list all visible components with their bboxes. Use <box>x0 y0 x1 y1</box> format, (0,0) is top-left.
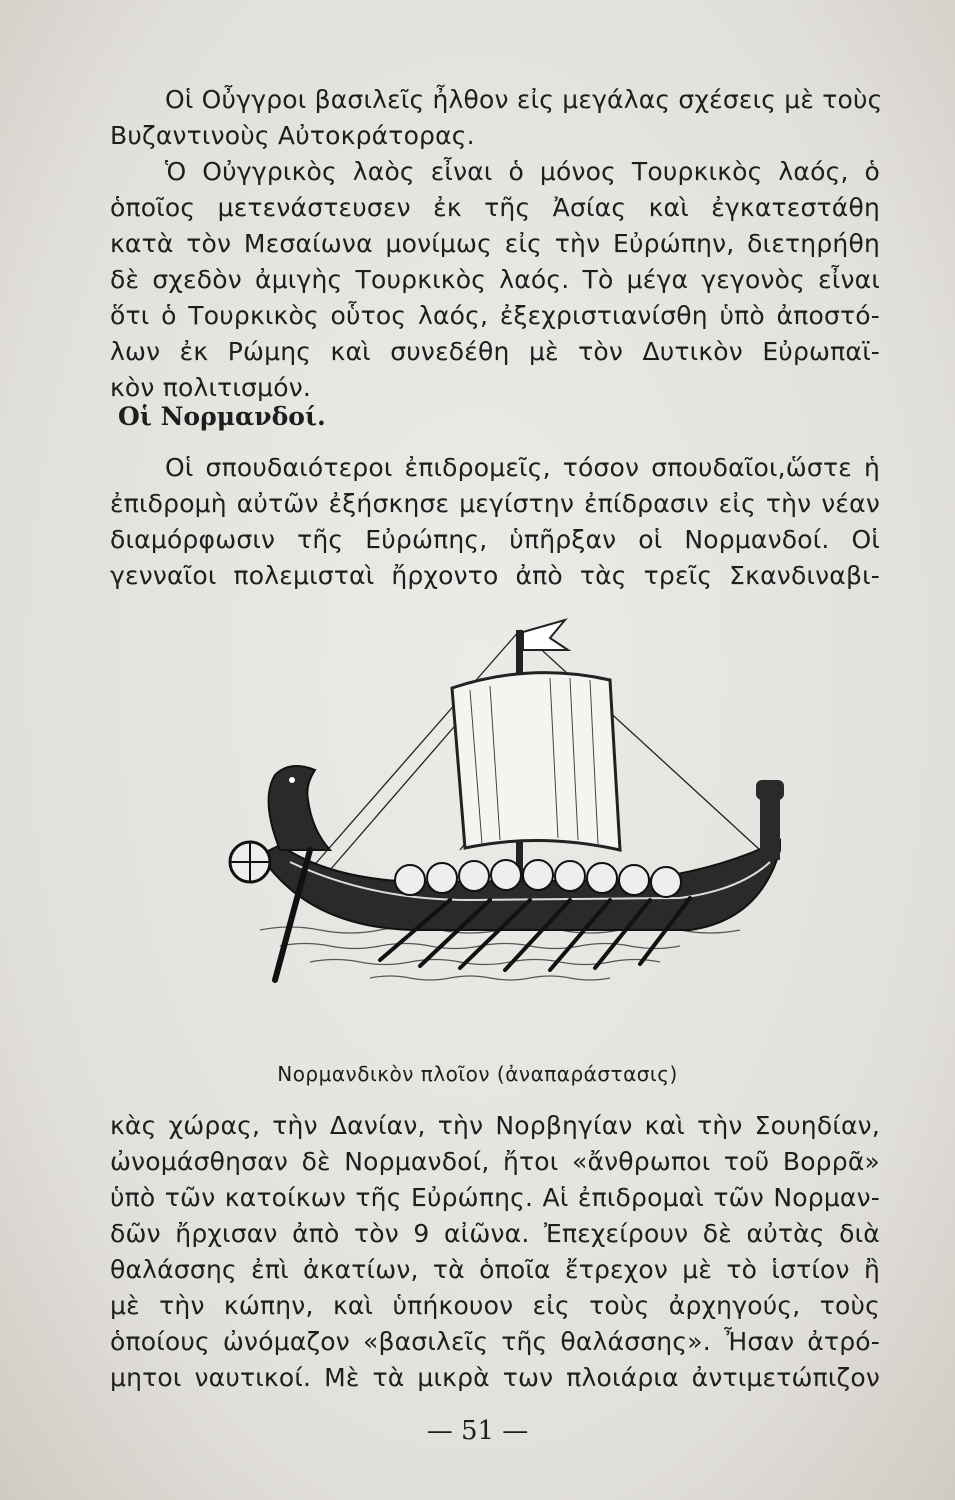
text-line: δῶν ἤρχισαν ἀπὸ τὸν 9 αἰῶνα. Ἐπεχείρουν δὲ αὐτὰς διὰ <box>110 1219 880 1248</box>
paragraph-norman-raiders <box>110 450 880 594</box>
paragraph-hungarian-kings <box>110 82 883 154</box>
text-line: Οἱ σπουδαιότεροι ἐπιδρομεῖς, τόσον σπουδαῖοι,ὥστε ἡ <box>165 453 880 482</box>
page-number: — 51 — <box>426 1416 529 1446</box>
text-line: δὲ σχεδὸν ἀμιγὴς Τουρκικὸς λαός. Τὸ μέγα γεγονὸς εἶναι <box>110 265 880 294</box>
text-line: διαμόρφωσιν τῆς Εὐρώπης, ὑπῆρξαν οἱ Νορμανδοί. Οἱ <box>110 525 880 554</box>
water-lines <box>260 927 740 980</box>
text-line: ἐπιδρομὴ αὐτῶν ἐξήσκησε μεγίστην ἐπίδρασιν εἰς τὴν νέαν <box>110 489 880 518</box>
text-line: λων ἐκ Ρώμης καὶ συνεδέθη μὲ τὸν Δυτικὸν Εὐρωπαϊ- <box>110 337 880 366</box>
text-line: ὁποῖος μετενάστευσεν ἐκ τῆς Ἀσίας καὶ ἐγκατεστάθη <box>110 193 880 222</box>
text-line: ὅτι ὁ Τουρκικὸς οὗτος λαός, ἐξεχριστιανίσθη ὑπὸ ἀποστό- <box>110 301 880 330</box>
shield <box>459 861 489 891</box>
shield <box>619 865 649 895</box>
text-line: κὰς χώρας, τὴν Δανίαν, τὴν Νορβηγίαν καὶ τὴν Σουηδίαν, <box>110 1111 880 1140</box>
shield <box>555 861 585 891</box>
dragon-prow <box>269 766 330 850</box>
text-line: μὲ τὴν κώπην, καὶ ὑπήκουον εἰς τοὺς ἀρχηγούς, τοὺς <box>110 1291 880 1320</box>
text-line: Ὁ Οὐγγρικὸς λαὸς εἶναι ὁ μόνος Τουρκικὸς λαός, ὁ <box>165 157 880 186</box>
flag <box>523 620 568 650</box>
paragraph-hungarian-people <box>110 154 880 406</box>
figure-caption: Νορμανδικὸν πλοῖον (ἀναπαράστασις) <box>277 1062 678 1086</box>
norman-ship-illustration <box>220 600 800 1020</box>
text-line: κὸν πολιτισμόν. <box>110 373 312 402</box>
shield <box>395 865 425 895</box>
shield <box>427 863 457 893</box>
text-line: μητοι ναυτικοί. Μὲ τὰ μικρὰ των πλοιάρια ἀντιμετώπιζον <box>110 1363 880 1392</box>
text-line: ὠνομάσθησαν δὲ Νορμανδοί, ἤτοι «ἄνθρωποι τοῦ Βορρᾶ» <box>110 1147 880 1176</box>
text-line: ὁποίους ὠνόμαζον «βασιλεῖς τῆς θαλάσσης». Ἦσαν ἀτρό- <box>110 1327 880 1356</box>
text-line: θαλάσσης ἐπὶ ἀκατίων, τὰ ὁποῖα ἔτρεχον μὲ τὸ ἱστίον ἢ <box>110 1255 880 1284</box>
text-line: κατὰ τὸν Μεσαίωνα μονίμως εἰς τὴν Εὐρώπην, διετηρήθη <box>110 229 880 258</box>
shield <box>523 860 553 890</box>
text-line: Οἱ Οὖγγροι βασιλεῖς ἦλθον εἰς μεγάλας σχέσεις μὲ τοὺς <box>165 85 883 114</box>
text-line: γενναῖοι πολεμισταὶ ἤρχοντο ἀπὸ τὰς τρεῖς Σκανδιναβι- <box>110 561 880 590</box>
sail <box>452 673 620 850</box>
stern-post <box>760 790 780 860</box>
shield <box>491 860 521 890</box>
text-line: ὑπὸ τῶν κατοίκων τῆς Εὐρώπης. Αἱ ἐπιδρομαὶ τῶν Νορμαν- <box>110 1183 880 1212</box>
text-line: Βυζαντινοὺς Αὐτοκράτορας. <box>110 121 475 150</box>
paragraph-scandinavian-countries <box>110 1108 880 1396</box>
shield <box>587 863 617 893</box>
shield <box>651 867 681 897</box>
section-heading-normans: Οἱ Νορμανδοί. <box>118 402 326 431</box>
